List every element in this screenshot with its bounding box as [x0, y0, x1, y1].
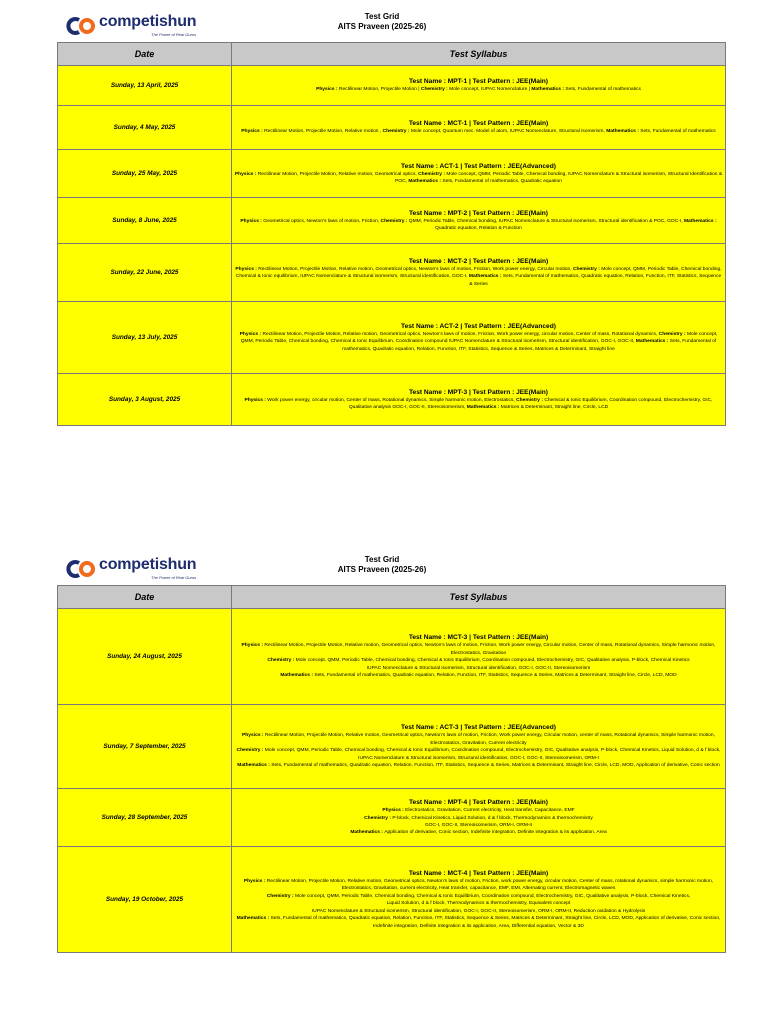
test-name: Test Name : MPT-1 | Test Pattern : JEE(Main): [409, 78, 548, 86]
topics-text: QMM, Periodic Table, Chemical bonding, IUPAC Nomenclature & Structural isomerism, Structural identification & POC, GOC-I,: [408, 218, 684, 224]
test-date: Sunday, 8 June, 2025: [58, 198, 232, 244]
subject-label: Mathematics :: [408, 179, 443, 184]
subject-label: Mathematics :: [531, 87, 566, 93]
brand-tagline: The Power of Real Gurus: [151, 575, 197, 580]
subject-label: Mathematics :: [237, 763, 272, 769]
topics-text: Mole concept, Quantum mec. Model of atom, IUPAC Nomenclature, Structural isomerism,: [410, 129, 607, 135]
subject-label: Chemistry :: [236, 748, 265, 754]
topics-text: Sets, Fundamental of mathematics, Quadratic equation, Relation, Function, ITF, Statistics, Sequence & Series, Matrices & Determinant, Straight line, Circle, LCD, MOD, Application of derivative, Conic section, Indefinite integration, Definite integration & its application, Area, Differential equation, Vector & 3D: [270, 916, 721, 929]
topics-text: Work power energy, circular motion, Center of mass, Rotational dynamics, Simple harmonic motion, Electrostatics,: [267, 397, 517, 403]
test-syllabus: [232, 705, 726, 789]
topics-text: Electrostatics, Gravitation, Current electricity, Heat transfer, Capacitance, EMF: [405, 808, 575, 814]
syllabus-line: [234, 915, 723, 930]
subject-label: Physics :: [240, 218, 264, 224]
test-syllabus: [232, 789, 726, 847]
topics-text: Chemical & Ionic Equilibrium, Coordination compound, Electrochemistry, GIC, Qualitative analysis GOC-I, GOC-II, Stereoisomerism,: [348, 397, 713, 410]
topics-text: Rectilinear Motion, Projectile Motion, Relative motion ,: [264, 129, 383, 135]
topics-text: Mole concept, QMM, Periodic Table, Chemical bonding, Chemical & Ionic equilibrium, IUPAC Nomenclature & Structural isomerism, Structural identification, GOC-I,: [235, 266, 722, 280]
test-name: Test Name : MCT-4 | Test Pattern : JEE(Main): [408, 870, 549, 878]
table-body: [58, 66, 726, 426]
subject-label: Mathematics :: [466, 405, 501, 410]
test-grid-table: [57, 585, 726, 953]
syllabus-line: [234, 908, 723, 915]
syllabus-line: [234, 807, 723, 814]
subject-label: Physics :: [382, 808, 406, 814]
topics-text: Rectilinear Motion, Projectile Motion, Relative motion, Geometrical optics, Newton's laws of motion, Friction, Work power energy, circular motion, Center of mass, Rotational dynamics,: [262, 331, 659, 337]
topics-text: Mole concept, IUPAC Nomenclature |: [449, 87, 532, 93]
test-name: Test Name : MPT-2 | Test Pattern : JEE(Main): [409, 209, 548, 217]
table-row: [58, 609, 726, 705]
table-row: [58, 847, 726, 953]
topics-text: IUPAC Nomenclature & Structural isomerism, Structural identification, GOC-I, GOC-II, Stereoisomerism: [366, 665, 591, 671]
test-date: Sunday, 7 September, 2025: [58, 705, 232, 789]
topics-text: Sets, Fundamental of mathematics, Quadratic equation, Relation, Function, ITF, Statistics, Sequence & Series: [469, 274, 722, 287]
brand-name: competishun: [99, 13, 197, 30]
test-syllabus: [232, 198, 726, 244]
test-date: Sunday, 22 June, 2025: [58, 244, 232, 302]
syllabus-line: [234, 642, 723, 657]
test-name: Test Name : MPT-4 | Test Pattern : JEE(Main): [409, 799, 548, 807]
subject-label: Chemistry :: [382, 129, 411, 135]
topics-text: Mole concept, QMM, Periodic Table, Chemical bonding, Chemical & Ionic Equilibrium, Coordination compound, Electrochemistry, GIC, Qualitative analysis, P-block, Chemical Kinetics: [295, 658, 690, 664]
subject-label: Chemistry :: [658, 331, 687, 337]
test-syllabus: [232, 847, 726, 953]
table-row: [58, 244, 726, 302]
test-name: Test Name : MCT-2 | Test Pattern : JEE(Main): [408, 257, 549, 265]
test-name: Test Name : MCT-3 | Test Pattern : JEE(Main): [408, 634, 549, 642]
brand-name: competishun: [99, 556, 197, 573]
test-date: Sunday, 13 July, 2025: [58, 302, 232, 374]
topics-text: Mole concept, QMM, Periodic Table, Chemical bonding, IUPAC Nomenclature & Structural isomerism, Structural Identification & POC,: [395, 171, 723, 184]
subject-label: Physics :: [243, 879, 267, 885]
subject-label: Chemistry :: [266, 893, 295, 899]
test-date: Sunday, 3 August, 2025: [58, 374, 232, 426]
title-line-1: Test Grid: [364, 12, 400, 21]
subject-label: Physics :: [239, 331, 263, 337]
page-title: [297, 555, 467, 575]
test-date: Sunday, 24 August, 2025: [58, 609, 232, 705]
table-row: [58, 150, 726, 198]
subject-label: Chemistry :: [364, 815, 393, 821]
subject-label: Chemistry :: [516, 397, 545, 403]
topics-text: Matrices & Determinant, Straight line, Circle, LCD: [500, 405, 609, 410]
topics-text: Geometrical optics, Newton's laws of motion, Friction,: [263, 218, 381, 224]
syllabus-column-header: Test Syllabus: [232, 43, 726, 66]
subject-label: Mathematics :: [683, 218, 717, 224]
syllabus-line: [234, 900, 723, 907]
table-row: [58, 106, 726, 150]
topics-text: Sets, Fundamental of mathematics, Quadratic equation, Relation, Function, ITF, Statistics, Sequence & Series, Matrices & Determinant, Straight line: [342, 339, 717, 352]
table-row: [58, 374, 726, 426]
test-syllabus: [232, 106, 726, 150]
sheet-header: [57, 10, 725, 42]
subject-label: Physics :: [234, 171, 258, 177]
table-row: [58, 705, 726, 789]
syllabus-line: [234, 822, 723, 829]
topics-text: Mole concept, QMM, Periodic Table, Chemical bonding, Chemical & Ionic Equilibrium, Coordination compound IUPAC Nomenclature & Structural isomerism, Structural identification, GOC-I, GOC-II,: [240, 331, 718, 345]
title-line-2: AITS Praveen (2025-26): [337, 22, 427, 31]
subject-label: Chemistry :: [420, 87, 450, 93]
test-syllabus: [232, 66, 726, 106]
topics-text: Rectilinear Motion, Projectile Motion |: [338, 87, 421, 93]
topics-text: Liquid Solution, d & f block, Thermodynamics & thermochemistry, Equivalent concept: [386, 901, 571, 907]
test-name: Test Name : ACT-1 | Test Pattern : JEE(Advanced): [401, 162, 556, 170]
syllabus-line: [234, 672, 723, 679]
topics-text: Sets, Fundamental of mathematics, Quadratic equation, Relation, Function, ITF, Statistics, Sequence & Series, Matrices & Determinant, Straight line, Circle, LCD, MOD, Application of derivative, Conic section: [271, 763, 720, 769]
test-syllabus: [232, 374, 726, 426]
test-name: Test Name : MCT-1 | Test Pattern : JEE(Main): [408, 120, 549, 128]
syllabus-line: [234, 397, 723, 412]
topics-text: Rectilinear Motion, Projectile Motion, Relative motion, Geometrical optics,: [257, 171, 419, 177]
date-column-header: Date: [58, 43, 232, 66]
topics-text: IUPAC Nomenclature & Structural isomerism, Structural identification, GOC-I, GOC-II, Stereoisomerism, ORM-I, ORM-II, Reduction oxidation & Hydrolysis: [311, 908, 646, 914]
syllabus-line: [234, 815, 723, 822]
test-syllabus: [232, 302, 726, 374]
subject-label: Mathematics :: [635, 339, 670, 345]
test-syllabus: [232, 609, 726, 705]
logo-mark-icon: [65, 559, 97, 579]
topics-text: Rectilinear Motion, Projectile Motion, Relative motion, Geometrical optics, Newton's laws of motion, Friction, Work power energy, Circular motion,: [258, 266, 573, 272]
syllabus-line: [234, 171, 723, 186]
syllabus-line: [234, 86, 723, 93]
subject-label: Physics :: [242, 733, 265, 739]
sheet-1: [57, 10, 725, 426]
syllabus-line: [234, 665, 723, 672]
syllabus-line: [234, 893, 723, 900]
topics-text: Rectilinear Motion, Projectile Motion, Relative motion, Geometrical optics, Newton's laws of motion, Friction, Work power energy, Circular motion, center of mass, Rotational dynamics, Simple harmonic motion, Electrostatics, Gravitation, Current electricity: [264, 733, 715, 746]
test-date: Sunday, 13 April, 2025: [58, 66, 232, 106]
syllabus-line: [234, 878, 723, 893]
topics-text: Mole concept, QMM, Periodic Table, Chemical bonding, Chemical & Ionic Equilibrium, Coordination compound, Electrochemistry, GIC, Qualitative analysis, P-block, Chemical Kinetics,: [294, 893, 691, 899]
topics-text: Mole concept, QMM, Periodic Table, Chemical bonding, Chemical & Ionic Equilibrium, Coordination compound, Electrochemistry, GIC, Qualitative analysis, P-block, Chemical Kinetics, Liquid Solution, d & f block, IUPAC Nomenclature & Structural isomerism, Structural identification, GOC-I, GOC-II, Stereoisomerism, ORM-I: [264, 748, 721, 761]
table-row: [58, 302, 726, 374]
test-name: Test Name : ACT-2 | Test Pattern : JEE(Advanced): [401, 322, 556, 330]
topics-text: Sets, Fundamental of mathematics, Quadratic equation, Relation, Function, ITF, Statistics, Sequence & Series, Matrices & Determinant, Straight line, Circle, LCD, MOD: [314, 673, 677, 679]
topics-text: Sets, Fundamental of mathematics: [640, 129, 716, 135]
title-line-1: Test Grid: [364, 555, 400, 564]
brand-logo: [65, 556, 195, 584]
subject-label: Mathematics :: [236, 916, 271, 922]
table-body: [58, 609, 726, 953]
topics-text: Quadratic equation, Relation & Function: [435, 226, 522, 231]
test-date: Sunday, 4 May, 2025: [58, 106, 232, 150]
syllabus-column-header: Test Syllabus: [232, 586, 726, 609]
subject-label: Mathematics :: [350, 830, 385, 836]
subject-label: Mathematics :: [468, 274, 503, 280]
test-name: Test Name : ACT-3 | Test Pattern : JEE(Advanced): [401, 724, 556, 732]
subject-label: Chemistry :: [380, 218, 409, 224]
topics-text: GOC-I, GOC-II, Stereoisomerism, ORM-I, ORM-II: [424, 823, 533, 828]
table-row: [58, 789, 726, 847]
table-header-row: [58, 586, 726, 609]
page-title: [297, 12, 467, 32]
subject-label: Chemistry :: [267, 658, 296, 664]
subject-label: Physics :: [241, 129, 265, 135]
subject-label: Physics :: [235, 266, 259, 272]
table-row: [58, 198, 726, 244]
topics-text: Rectilinear Motion, Projectile Motion, Relative motion, Geometrical optics, Newton's laws of motion, Friction, Work power energy, Circular motion, Center of mass, Rotational dynamics, Simple harmonic motion, Electrostatics, Gravitation: [264, 643, 716, 656]
topics-text: Rectilinear Motion, Projectile Motion, Relative motion, Geometrical optics, Newton's laws of motion, Friction, work power energy, circular motion, Center of mass, rotational dynamics, simple harmonic motion, Electrostatics, Gravitation, current electricity, Heat transfer, capacitance, EMF, EMI, Alternating current, Electromagnetic waves: [266, 879, 714, 892]
syllabus-line: [234, 762, 723, 769]
subject-label: Physics :: [241, 643, 265, 649]
topics-text: Application of derivative, Conic section, Indefinite integration, Definite integration & its application, Area: [384, 830, 607, 836]
subject-label: Physics :: [316, 87, 339, 93]
table-header-row: [58, 43, 726, 66]
syllabus-line: [234, 266, 723, 288]
syllabus-line: [234, 657, 723, 664]
topics-text: Sets, Fundamental of mathematics: [565, 87, 641, 93]
sheet-2: [57, 553, 725, 953]
brand-tagline: The Power of Real Gurus: [151, 32, 197, 37]
subject-label: Chemistry :: [572, 266, 602, 272]
test-name: Test Name : MPT-3 | Test Pattern : JEE(Main): [409, 388, 548, 396]
subject-label: Mathematics :: [606, 129, 641, 135]
syllabus-line: [234, 829, 723, 836]
test-date: Sunday, 28 September, 2025: [58, 789, 232, 847]
test-syllabus: [232, 244, 726, 302]
syllabus-line: [234, 732, 723, 747]
title-line-2: AITS Praveen (2025-26): [337, 565, 427, 574]
syllabus-line: [234, 331, 723, 353]
test-syllabus: [232, 150, 726, 198]
brand-logo: [65, 13, 195, 41]
topics-text: Sets, Fundamental of mathematics, Quadratic equation: [442, 179, 562, 184]
sheet-header: [57, 553, 725, 585]
test-date: Sunday, 19 October, 2025: [58, 847, 232, 953]
topics-text: P-block, Chemical Kinetics, Liquid Solution, d & f block, Thermodynamics & thermochemistry: [392, 815, 593, 821]
syllabus-line: [234, 218, 723, 233]
subject-label: Physics :: [244, 397, 268, 403]
logo-mark-icon: [65, 16, 97, 36]
subject-label: Chemistry :: [418, 171, 447, 177]
date-column-header: Date: [58, 586, 232, 609]
syllabus-line: [234, 747, 723, 762]
syllabus-line: [234, 128, 723, 135]
test-grid-table: [57, 42, 726, 426]
table-row: [58, 66, 726, 106]
subject-label: Mathematics :: [280, 673, 315, 679]
test-date: Sunday, 25 May, 2025: [58, 150, 232, 198]
